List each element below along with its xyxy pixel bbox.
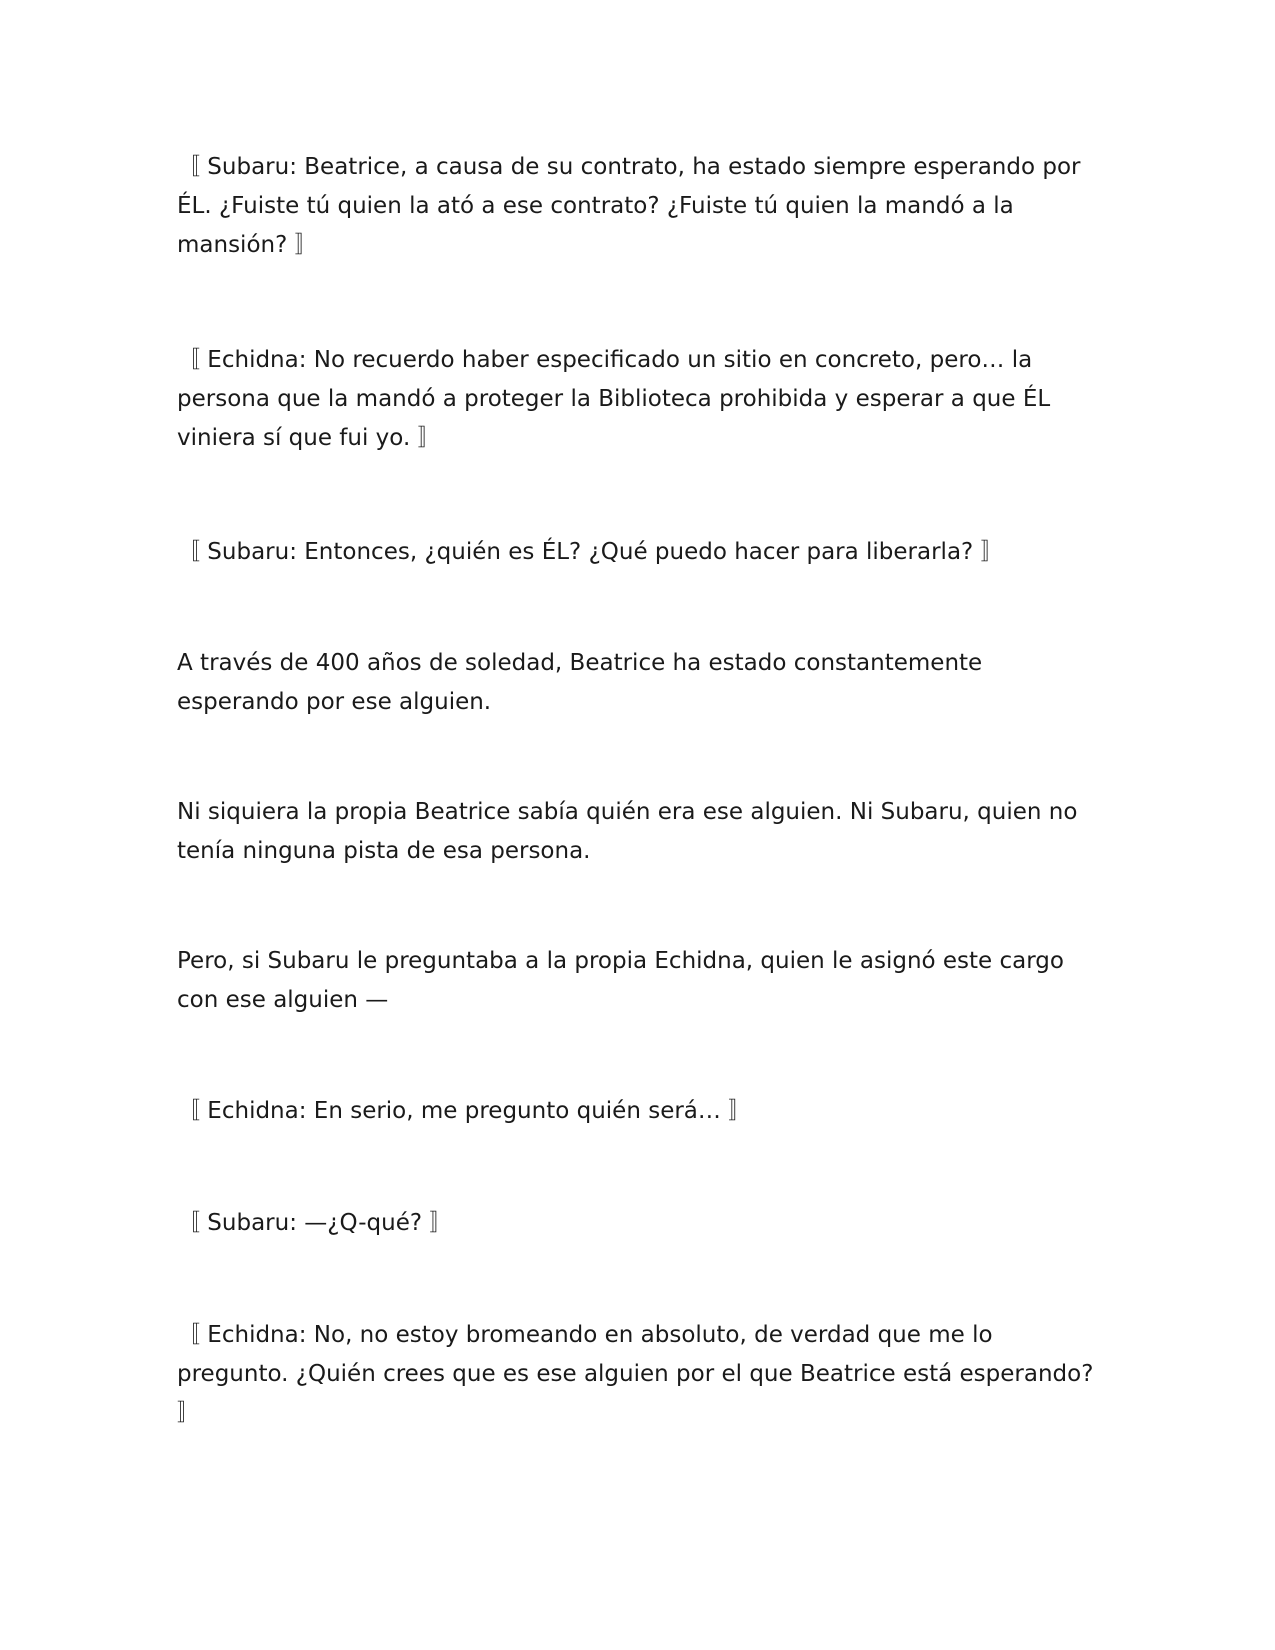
narration-400-years: A través de 400 años de soledad, Beatrice ha estado constantemente esperando por ese alguien.: [177, 650, 983, 715]
narration-ask-echidna: Pero, si Subaru le preguntaba a la propia Echidna, quien le asignó este cargo con ese alguien —: [177, 948, 1064, 1013]
dialogue-echidna-not-joking: 〚 Echidna: No, no estoy bromeando en absoluto, de verdad que me lo pregunto. ¿Quién crees que es ese alguien por el que Beatrice está esperando? 〛: [177, 1322, 1094, 1426]
dialogue-echidna-wonder: 〚 Echidna: En serio, me pregunto quién será… 〛: [177, 1098, 752, 1124]
dialogue-subaru-contract: 〚 Subaru: Beatrice, a causa de su contrato, ha estado siempre esperando por ÉL. ¿Fuiste tú quien la ató a ese contrato? ¿Fuiste tú quien la mandó a la mansión? 〛: [177, 154, 1081, 258]
narration-nobody-knew: Ni siquiera la propia Beatrice sabía quién era ese alguien. Ni Subaru, quien no tenía ninguna pista de esa persona.: [177, 799, 1078, 864]
dialogue-subaru-who-is-he: 〚 Subaru: Entonces, ¿quién es ÉL? ¿Qué puedo hacer para liberarla? 〛: [177, 539, 1004, 565]
dialogue-subaru-what: 〚 Subaru: —¿Q-qué? 〛: [177, 1210, 453, 1236]
dialogue-echidna-library: 〚 Echidna: No recuerdo haber especificado un sitio en concreto, pero… la persona que la mandó a proteger la Biblioteca prohibida y esperar a que ÉL viniera sí que fui yo. 〛: [177, 347, 1051, 451]
